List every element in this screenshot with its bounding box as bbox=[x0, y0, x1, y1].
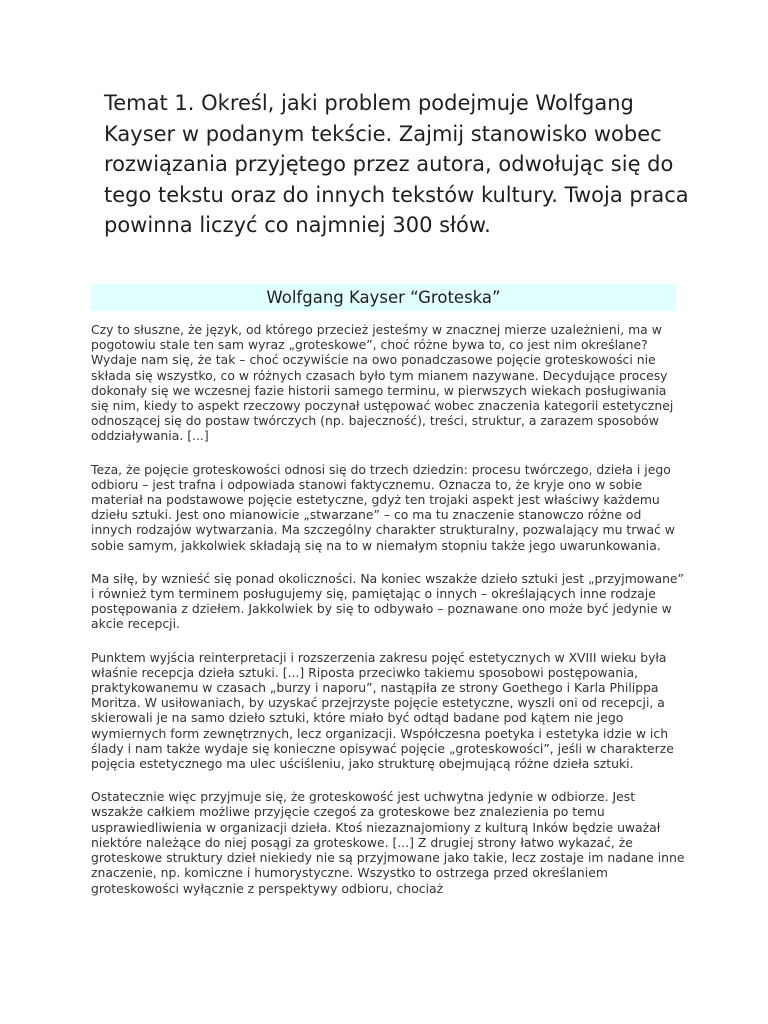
paragraph: Czy to słuszne, że język, od którego przecież jesteśmy w znacznej mierze uzależnieni, ma w pogotowiu stale ten sam wyraz „groteskowe”, choć różne bywa to, co jest nim określane? Wydaje nam się, że tak – choć oczywiście na owo ponadczasowe pojęcie groteskowości nie składa się wszystko, co w różnych czasach było tym mianem nazywane. Decydujące procesy dokonały się we wczesnej fazie historii samego terminu, w pierwszych wiekach posługiwania się nim, kiedy to aspekt rzeczowy poczynał ustępować wobec znaczenia kategorii estetycznej odnoszącej się do postaw twórczych (np. bajeczność), treści, struktur, a zarazem sposobów oddziaływania. [...] bbox=[91, 322, 674, 444]
document-title: Wolfgang Kayser “Groteska” bbox=[266, 288, 501, 307]
paragraph: Ma siłę, by wznieść się ponad okoliczności. Na koniec wszakże dzieło sztuki jest „przyjmowane” i również tym terminem posługujemy się, pamiętając o innych – określających inne rodzaje postępowania z dziełem. Jakkolwiek by się to odbywało – poznawane ono może być jedynie w akcie recepcji. bbox=[91, 570, 684, 632]
topic-heading: Temat 1. Określ, jaki problem podejmuje Wolfgang Kayser w podanym tekście. Zajmij stanowisko wobec rozwiązania przyjętego przez autora, odwołując się do tego tekstu oraz do innych tekstów kultury. Twoja praca powinna liczyć co najmniej 300 słów. bbox=[104, 91, 689, 237]
paragraph: Punktem wyjścia reinterpretacji i rozszerzenia zakresu pojęć estetycznych w XVIII wieku była właśnie recepcja dzieła sztuki. [...] Riposta przeciwko takiemu sposobowi postępowania, praktykowanemu w czasach „burzy i naporu”, nastąpiła ze strony Goethego i Karla Philippa Moritza. W usiłowaniach, by uzyskać przejrzyste pojęcie estetyczne, wyszli oni od recepcji, a skierowali je na samo dzieło sztuki, które miało być odtąd badane pod kątem nie jego wymiernych form zewnętrznych, lecz organizacji. Współczesna poetyka i estetyka idzie w ich ślady i nam także wydaje się konieczne opisywać pojęcie „groteskowości”, jeśli w charakterze pojęcia estetycznego ma ulec uściśleniu, jako strukturę obejmującą różne dzieła sztuki. bbox=[91, 649, 674, 772]
document-body bbox=[91, 322, 686, 914]
paragraph: Teza, że pojęcie groteskowości odnosi się do trzech dziedzin: procesu twórczego, dzieła i jego odbioru – jest trafna i odpowiada stanowi faktycznemu. Oznacza to, że kryje ono w sobie materiał na podstawowe pojęcie estetyczne, gdyż ten trojaki aspekt jest właściwy każdemu dziełu sztuki. Jest ono mianowicie „stwarzane” – co ma tu znaczenie stanowczo różne od innych rodzajów wytwarzania. Ma szczególny charakter strukturalny, pozwalający mu trwać w sobie samym, jakkolwiek składają się na to w niemałym stopniu także jego uwarunkowania. bbox=[91, 461, 675, 553]
paragraph: Ostatecznie więc przyjmuje się, że groteskowość jest uchwytna jedynie w odbiorze. Jest wszakże całkiem możliwe przyjęcie czegoś za groteskowe bez znalezienia po temu usprawiedliwienia w organizacji dzieła. Ktoś niezaznajomiony z kulturą Inków będzie uważał niektóre należące do niej posągi za groteskowe. [...] Z drugiej strony łatwo wykazać, że groteskowe struktury dzieł niekiedy nie są przyjmowane jako takie, lecz zostaje im nadane inne znaczenie, np. komiczne i humorystyczne. Wszystko to ostrzega przed określaniem groteskowości wyłącznie z perspektywy odbioru, chociaż bbox=[91, 789, 685, 896]
